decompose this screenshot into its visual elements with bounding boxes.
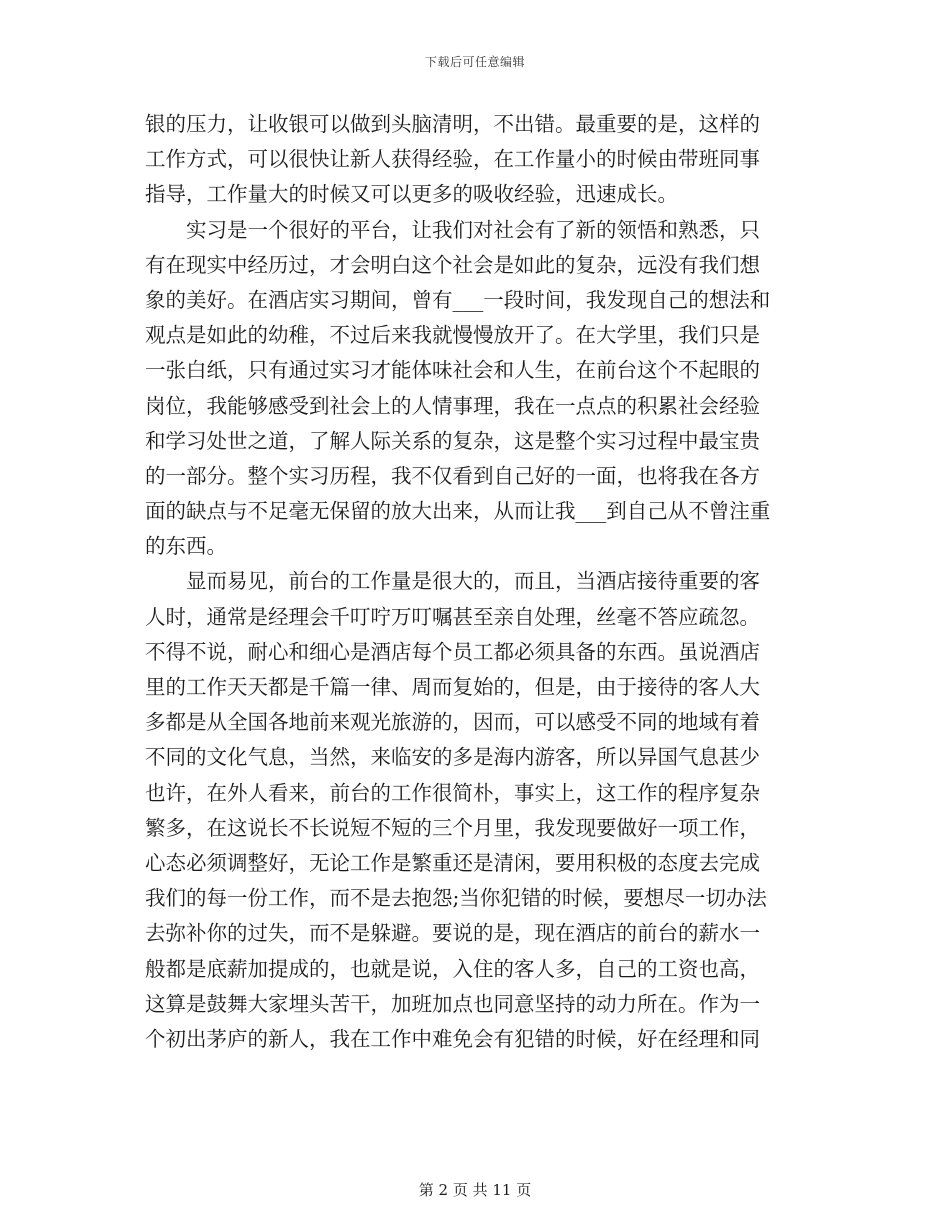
text-line: 人时，通常是经理会千叮咛万叮嘱甚至亲自处理，丝毫不答应疏忽。 [145,604,760,629]
text-line: 有在现实中经历过，才会明白这个社会是如此的复杂，远没有我们想 [145,252,760,277]
text-line: 的一部分。整个实习历程，我不仅看到自己好的一面，也将我在各方 [145,463,760,488]
text-line: 象的美好。在酒店实习期间，曾有___一段时间，我发现自己的想法和 [145,287,771,312]
text-line: 不同的文化气息，当然，来临安的多是海内游客，所以异国气息甚少 [145,745,760,770]
text-line: 的东西。 [145,534,227,559]
text-line: 多都是从全国各地前来观光旅游的，因而，可以感受不同的地域有着 [145,710,760,735]
text-line: 和学习处世之道，了解人际关系的复杂，这是整个实习过程中最宝贵 [145,428,760,453]
text-line: 去弥补你的过失，而不是躲避。要说的是，现在酒店的前台的薪水一 [145,921,760,946]
page-number: 第 2 页 共 11 页 [418,1181,532,1199]
text-line: 不得不说，耐心和细心是酒店每个员工都必须具备的东西。虽说酒店 [145,639,760,664]
text-line: 心态必须调整好，无论工作是繁重还是清闲，要用积极的态度去完成 [145,850,760,875]
text-line: 工作方式，可以很快让新人获得经验，在工作量小的时候由带班同事 [145,147,760,172]
paragraph [145,213,805,565]
header-note: 下载后可任意编辑 [424,55,525,69]
text-line: 里的工作天天都是千篇一律、周而复始的，但是，由于接待的客人大 [145,675,760,699]
text-line: 观点是如此的幼稚，不过后来我就慢慢放开了。在大学里，我们只是 [145,323,760,348]
text-line: 繁多，在这说长不长说短不短的三个月里，我发现要做好一项工作， [145,815,760,840]
text-line: 个初出茅庐的新人，我在工作中难免会有犯错的时候，好在经理和同 [145,1026,760,1051]
document-body [145,107,805,1057]
text-line: 显而易见，前台的工作量是很大的，而且，当酒店接待重要的客 [186,569,760,594]
text-line: 我们的每一份工作，而不是去抱怨;当你犯错的时候，要想尽一切办法 [145,886,767,911]
text-line: 面的缺点与不足毫无保留的放大出来，从而让我___到自己从不曾注重 [145,499,771,524]
text-line: 这算是鼓舞大家埋头苦干，加班加点也同意坚持的动力所在。作为一 [145,991,760,1016]
text-line: 指导，工作量大的时候又可以更多的吸收经验，迅速成长。 [145,182,678,207]
text-line: 岗位，我能够感受到社会上的人情事理，我在一点点的积累社会经验 [145,393,760,418]
text-line: 也许，在外人看来，前台的工作很简朴，事实上，这工作的程序复杂 [145,780,760,805]
text-line: 般都是底薪加提成的，也就是说，入住的客人多，自己的工资也高， [145,956,760,981]
text-line: 一张白纸，只有通过实习才能体味社会和人生，在前台这个不起眼的 [145,358,760,383]
paragraph [145,107,805,213]
text-line: 银的压力，让收银可以做到头脑清明，不出错。最重要的是，这样的 [145,112,760,136]
text-line: 实习是一个很好的平台，让我们对社会有了新的领悟和熟悉，只 [186,217,760,242]
paragraph [145,564,805,1057]
